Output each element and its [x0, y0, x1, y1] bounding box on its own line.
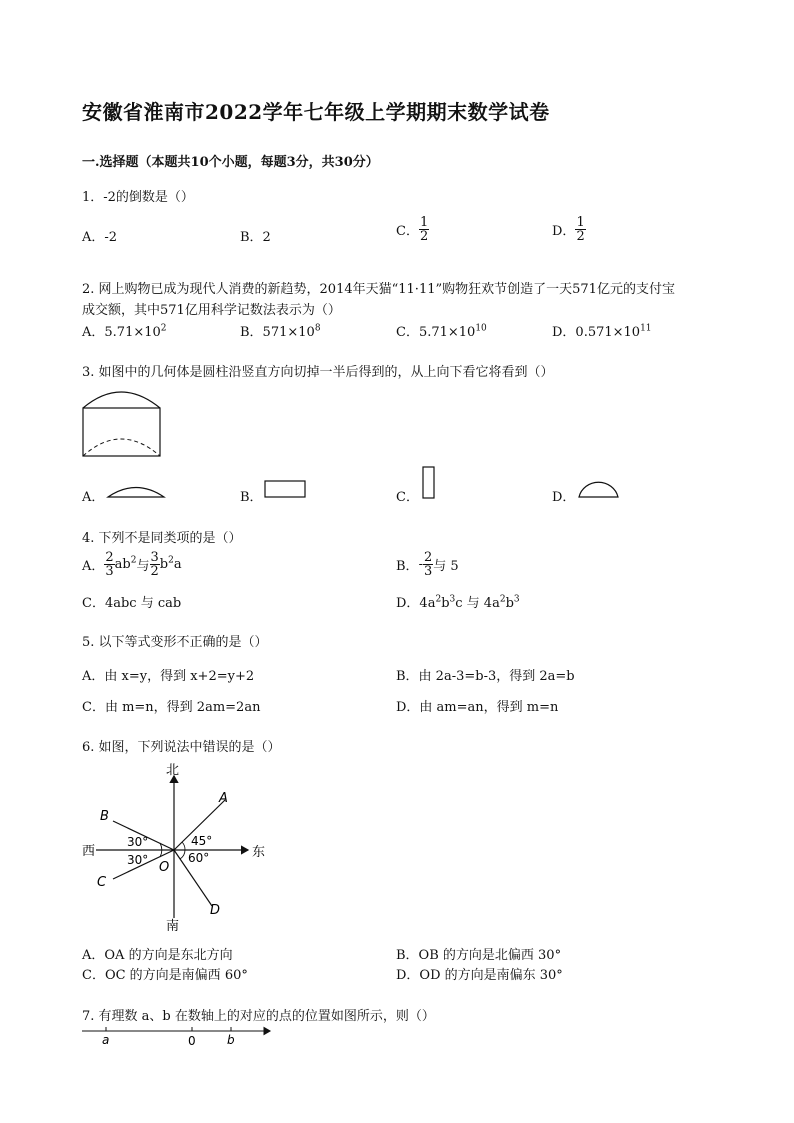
compass-direction-diagram [78, 758, 278, 938]
rectangle-shape-icon [264, 480, 308, 500]
semicircle-shape-icon [576, 476, 622, 500]
q4-stem: 4. 下列不是同类项的是（） [82, 531, 242, 546]
point-d-label: D [210, 903, 221, 918]
south-label: 南 [166, 919, 180, 934]
q2-stem-line1: 2. 网上购物已成为现代人消费的新趋势，2014年天猫“11·11”购物狂欢节创造了一天571亿元的支付宝 [82, 282, 675, 297]
q1-option-d [552, 216, 586, 243]
q4-option-c: C．4abc 与 cab [82, 596, 182, 611]
angle-45: 45° [191, 834, 213, 848]
q1-d-label: D． [552, 224, 576, 239]
q2-option-c: C．$5.71\times 10^{10}$ [396, 323, 487, 340]
q6-option-a: A．OA 的方向是东北方向 [82, 948, 233, 963]
q6-option-d: D．OD 的方向是南偏东 30° [396, 968, 563, 983]
point-b-label: b [227, 1033, 235, 1047]
q3-option-b-label: B． [240, 490, 263, 505]
point-c-label: C [97, 875, 107, 890]
q2-option-a: A．$5.71\times 10^2$ [82, 323, 167, 340]
angle-30-lower: 30° [127, 853, 149, 867]
q5-stem: 5. 以下等式变形不正确的是（） [82, 635, 268, 650]
q1-option-b: B．2 [240, 230, 271, 245]
q3-option-a-label: A． [82, 490, 105, 505]
q2-option-b: B．$571\times 10^8$ [240, 323, 321, 340]
west-label: 西 [82, 844, 96, 859]
q2-stem-line2: 成交额，其中571亿用科学记数法表示为（） [82, 303, 341, 318]
origin-label: O [159, 860, 170, 875]
q5-option-c: C．由 m=n，得到 2am=2an [82, 700, 261, 715]
angle-60: 60° [188, 851, 210, 865]
q3-option-d-label: D． [552, 490, 576, 505]
half-cylinder-figure [80, 384, 166, 460]
point-a-label: A [219, 791, 228, 806]
q1-d-fraction: $\frac{1}{2}$ [576, 215, 585, 244]
q1-c-fraction: $\frac{1}{2}$ [419, 215, 429, 244]
point-b-label: B [100, 809, 109, 824]
segment-shape-icon [106, 484, 168, 500]
q6-stem: 6. 如图，下列说法中错误的是（） [82, 740, 281, 755]
q1-stem: 1．-2的倒数是（） [82, 190, 194, 205]
number-line-figure [80, 1024, 280, 1050]
narrow-rectangle-shape-icon [420, 466, 438, 500]
north-label: 北 [166, 763, 180, 778]
q3-option-c-label: C． [396, 490, 419, 505]
zero-label: 0 [188, 1034, 196, 1048]
section-heading: 一.选择题（本题共10个小题，每题3分，共30分） [82, 155, 379, 170]
q1-c-label: C． [396, 224, 419, 239]
q4-option-a: A． $\frac{2}{3}$ $ab^2$与 $\frac{3}{2}$ $b^2a$ [82, 550, 182, 579]
q7-stem: 7. 有理数 a、b 在数轴上的对应的点的位置如图所示，则（） [82, 1009, 435, 1024]
q5-option-d: D．由 am=an，得到 m=n [396, 700, 559, 715]
q1-option-a: A．-2 [82, 230, 118, 245]
q5-option-a: A．由 x=y，得到 x+2=y+2 [82, 669, 255, 684]
q1-option-c [396, 216, 429, 243]
q4-option-d: D．$4a^2b^3c$ 与 $4a^2b^3$ [396, 594, 520, 611]
q2-option-d: D．$0.571\times 10^{11}$ [552, 323, 652, 340]
q6-option-b: B．OB 的方向是北偏西 30° [396, 948, 562, 963]
q3-stem: 3. 如图中的几何体是圆柱沿竖直方向切掉一半后得到的，从上向下看它将看到（） [82, 365, 554, 380]
q6-option-c: C．OC 的方向是南偏西 60° [82, 968, 248, 983]
angle-30-upper: 30° [127, 835, 149, 849]
east-label: 东 [252, 845, 266, 860]
page-title: 安徽省淮南市2022学年七年级上学期期末数学试卷 [82, 100, 550, 124]
q4-option-b: B．- $\frac{2}{3}$ 与 5 [396, 550, 459, 579]
point-a-label: a [102, 1033, 110, 1047]
q5-option-b: B．由 2a-3=b-3，得到 2a=b [396, 669, 575, 684]
